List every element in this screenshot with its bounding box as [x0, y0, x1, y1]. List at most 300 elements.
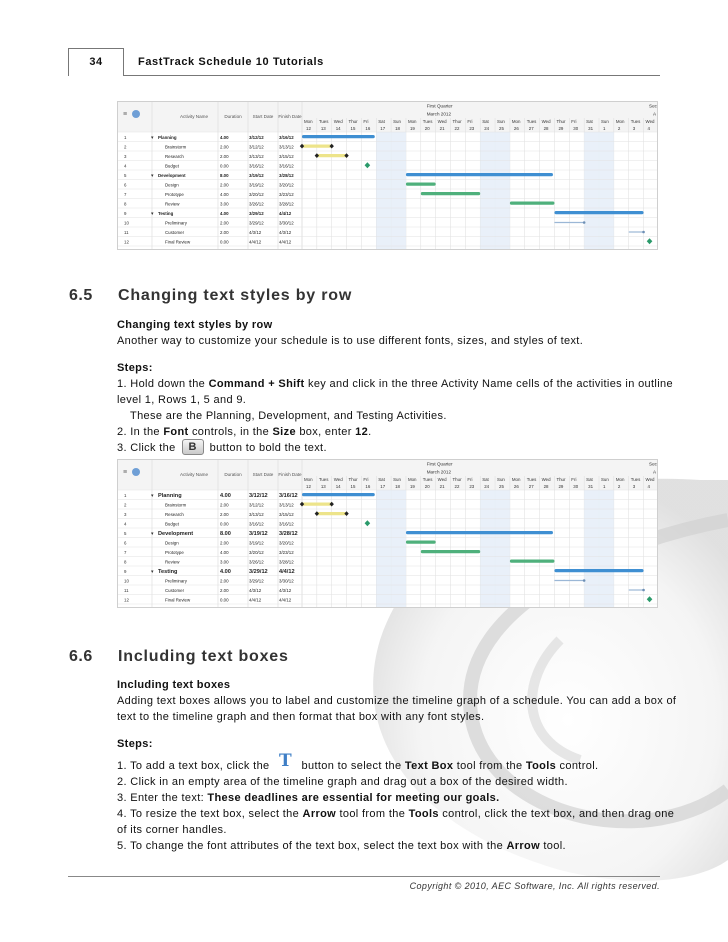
task-end-dot: [583, 221, 586, 224]
subheading: Including text boxes: [117, 679, 231, 691]
duration: 4.00: [220, 493, 231, 499]
duration: 2.00: [220, 540, 229, 546]
weekday-label: Mon: [615, 119, 625, 124]
start-date: 3/19/12: [249, 540, 264, 546]
row-number: 9: [124, 569, 127, 574]
day-label: 28: [543, 126, 549, 131]
collapse-triangle-icon: ▾: [151, 211, 154, 217]
steps-label: Steps:: [117, 362, 153, 374]
day-label: 12: [306, 484, 311, 489]
row-number: 12: [124, 597, 129, 603]
day-label: 25: [499, 126, 504, 131]
collapse-triangle-icon: ▾: [151, 135, 154, 141]
milestone-icon: [647, 596, 653, 602]
summary-bar: [554, 569, 643, 572]
finish-date: 4/4/12: [279, 211, 292, 216]
activity-name: Prototype: [165, 192, 184, 197]
task-bar: [317, 512, 347, 515]
day-label: 31: [588, 126, 594, 131]
start-date: 3/16/12: [249, 163, 264, 169]
weekday-label: Mon: [407, 119, 417, 124]
duration: 3.00: [220, 201, 229, 207]
finish-date: 3/20/12: [279, 540, 294, 546]
finish-date: 3/16/12: [279, 163, 294, 169]
activity-name: Preliminary: [165, 220, 187, 226]
row-number: 8: [124, 559, 127, 565]
duration: 4.00: [220, 569, 231, 575]
weekend-shade: [495, 132, 510, 250]
activity-name: Review: [165, 559, 180, 565]
start-date: 3/20/12: [249, 550, 264, 555]
day-label: 23: [469, 484, 475, 489]
weekday-label: Wed: [541, 477, 551, 482]
column-header: Activity Name: [179, 472, 209, 477]
weekday-label: Wed: [437, 477, 447, 482]
weekday-label: Sun: [601, 477, 609, 482]
weekday-label: Wed: [437, 119, 447, 124]
task-bar: [302, 145, 332, 148]
day-label: 4: [647, 126, 651, 131]
weekday-label: Sat: [378, 477, 385, 482]
summary-bar: [554, 211, 643, 214]
activity-name: Planning: [158, 135, 177, 140]
finish-date: 3/13/12: [279, 502, 294, 508]
duration: 2.00: [220, 154, 229, 159]
weekday-label: Sat: [378, 119, 385, 124]
milestone-icon: [647, 238, 653, 244]
row-number: 7: [124, 550, 127, 555]
weekday-label: Tues: [526, 119, 537, 124]
row-number: 5: [124, 173, 127, 178]
weekend-shade: [495, 490, 510, 608]
page-number: 34: [89, 56, 103, 68]
weekday-label: Sat: [482, 119, 489, 124]
day-label: 22: [454, 126, 460, 131]
diamond-end-icon: [344, 511, 348, 516]
weekday-label: Tues: [630, 477, 641, 482]
diamond-start-icon: [300, 144, 304, 149]
diamond-end-icon: [330, 144, 334, 149]
summary-bar: [302, 135, 375, 138]
step-1: 1. Hold down the Command + Shift key and click in the three Activity Name cells of the activities in outline level 1, Rows 1, 5 and 9.: [117, 378, 673, 406]
weekday-label: Thur: [452, 477, 462, 482]
month-next-label: A: [653, 111, 657, 117]
weekday-label: Fri: [467, 119, 473, 124]
finish-date: 3/13/12: [279, 144, 294, 150]
collapse-triangle-icon: ▾: [151, 569, 154, 575]
day-label: 1: [603, 484, 606, 489]
subheading: Changing text styles by row: [117, 319, 273, 331]
day-label: 17: [380, 126, 386, 131]
info-icon: [132, 110, 140, 118]
section-body: [117, 677, 677, 854]
weekday-label: Mon: [407, 477, 417, 482]
finish-date: 3/28/12: [279, 173, 294, 178]
task-bar: [510, 560, 555, 563]
duration: 0.00: [220, 597, 229, 603]
weekday-label: Sat: [586, 477, 593, 482]
start-date: 3/29/12: [249, 211, 264, 216]
weekday-label: Thur: [452, 119, 462, 124]
finish-date: 3/15/12: [279, 154, 294, 159]
start-date: 3/29/12: [249, 569, 268, 575]
start-date: 3/26/12: [249, 559, 264, 565]
day-label: 21: [439, 484, 445, 489]
day-label: 19: [409, 484, 415, 489]
finish-date: 3/16/12: [279, 521, 294, 527]
duration: 2.00: [220, 220, 229, 226]
row-number: 2: [124, 502, 127, 508]
step-1: 1. To add a text box, click the T button to select the Text Box tool from the Tools control.: [117, 751, 599, 772]
finish-date: 3/23/12: [279, 550, 294, 555]
finish-date: 3/30/12: [279, 578, 294, 584]
day-label: 3: [632, 126, 636, 131]
task-end-dot: [583, 579, 586, 582]
weekday-label: Fri: [467, 477, 473, 482]
start-date: 4/4/12: [249, 597, 262, 603]
weekday-label: Sat: [482, 477, 489, 482]
quarter-label: First Quarter: [426, 103, 453, 109]
step-3: 3. Click the B button to bold the text.: [117, 440, 327, 454]
duration: 0.00: [220, 163, 229, 169]
day-label: 23: [469, 126, 475, 131]
header-title: FastTrack Schedule 10 Tutorials: [138, 56, 324, 68]
day-label: 15: [350, 126, 356, 131]
gantt-screenshot-plain: [117, 101, 658, 250]
start-date: 3/19/12: [249, 173, 264, 178]
finish-date: 3/23/12: [279, 192, 294, 197]
day-label: 30: [573, 484, 579, 489]
column-header: Finish Date: [278, 472, 302, 477]
row-number: 1: [124, 493, 127, 498]
diamond-end-icon: [344, 153, 348, 158]
activity-name: Prototype: [165, 550, 184, 555]
diamond-start-icon: [300, 502, 304, 507]
activity-name: Brainstorm: [165, 502, 187, 508]
day-label: 22: [454, 484, 460, 489]
weekday-label: Wed: [645, 477, 655, 482]
footer-rule: [68, 876, 660, 877]
duration: 2.00: [220, 230, 229, 235]
weekday-label: Tues: [318, 477, 329, 482]
duration: 2.00: [220, 512, 229, 517]
weekday-label: Tues: [318, 119, 329, 124]
day-label: 24: [484, 126, 490, 131]
column-header: Finish Date: [278, 114, 302, 119]
day-label: 16: [365, 484, 371, 489]
day-label: 28: [543, 484, 549, 489]
weekday-label: Sun: [497, 119, 505, 124]
outline-icon: ≡: [123, 469, 128, 476]
activity-name: Customer: [165, 588, 185, 593]
row-number: 7: [124, 192, 127, 197]
weekday-label: Fri: [571, 477, 577, 482]
section-title: Including text boxes: [118, 648, 289, 665]
weekend-shade: [391, 490, 406, 608]
day-label: 14: [335, 126, 341, 131]
weekend-shade: [584, 132, 599, 250]
start-date: 3/13/12: [249, 154, 264, 159]
weekday-label: Thur: [556, 119, 566, 124]
duration: 3.00: [220, 559, 229, 565]
section-body: [117, 317, 677, 456]
row-number: 5: [124, 531, 127, 536]
finish-date: 4/4/12: [279, 239, 292, 245]
weekday-label: Mon: [304, 119, 313, 124]
weekday-label: Wed: [541, 119, 551, 124]
weekday-label: Sun: [393, 119, 401, 124]
section-title: Changing text styles by row: [118, 287, 353, 304]
weekday-label: Mon: [511, 477, 521, 482]
weekend-shade: [376, 132, 391, 250]
month-label: March 2012: [426, 469, 452, 475]
row-number: 8: [124, 201, 127, 207]
row-number: 6: [124, 540, 127, 546]
step-2: 2. Click in an empty area of the timeline graph and drag out a box of the desired width.: [117, 776, 568, 788]
task-bar: [510, 202, 555, 205]
duration: 4.00: [220, 550, 229, 555]
day-label: 20: [424, 484, 430, 489]
duration: 4.00: [220, 211, 229, 216]
start-date: 3/12/12: [249, 135, 264, 140]
task-bar: [421, 192, 480, 195]
finish-date: 3/30/12: [279, 220, 294, 226]
quarter-label: First Quarter: [426, 461, 453, 467]
weekday-label: Tues: [422, 119, 433, 124]
intro-text: Another way to customize your schedule is to use different fonts, sizes, and styles of text.: [117, 335, 584, 347]
gantt-svg: [118, 102, 658, 250]
weekday-label: Mon: [511, 119, 521, 124]
weekday-label: Thur: [556, 477, 566, 482]
activity-name: Preliminary: [165, 578, 187, 584]
weekday-label: Wed: [333, 119, 343, 124]
finish-date: 4/4/12: [279, 569, 295, 575]
activity-name: Review: [165, 201, 180, 207]
section-number: 6.5: [69, 287, 93, 304]
finish-date: 3/28/12: [279, 201, 294, 207]
finish-date: 3/15/12: [279, 512, 294, 517]
weekday-label: Thur: [348, 477, 358, 482]
weekday-label: Wed: [333, 477, 343, 482]
start-date: 3/19/12: [249, 531, 268, 537]
footer-copyright: Copyright © 2010, AEC Software, Inc. All rights reserved.: [409, 881, 660, 891]
milestone-icon: [365, 162, 371, 168]
duration: 2.00: [220, 578, 229, 584]
day-label: 29: [558, 484, 564, 489]
weekday-label: Sun: [497, 477, 505, 482]
start-date: 3/19/12: [249, 182, 264, 188]
row-number: 9: [124, 211, 127, 216]
finish-date: 3/20/12: [279, 182, 294, 188]
start-date: 3/20/12: [249, 192, 264, 197]
collapse-triangle-icon: ▾: [151, 531, 154, 537]
start-date: 3/12/12: [249, 144, 264, 150]
day-label: 20: [424, 126, 430, 131]
duration: 2.00: [220, 182, 229, 188]
task-bar: [421, 550, 480, 553]
weekday-label: Fri: [571, 119, 577, 124]
start-date: 3/12/12: [249, 502, 264, 508]
step-4: 4. To resize the text box, select the Arrow tool from the Tools control, click the text box, and then drag one of its corner handles.: [117, 808, 675, 836]
diamond-start-icon: [315, 511, 319, 516]
day-label: 15: [350, 484, 356, 489]
activity-name: Customer: [165, 230, 185, 235]
column-header: Start Date: [252, 472, 274, 477]
page-header: [68, 48, 660, 76]
weekend-shade: [480, 132, 495, 250]
weekend-shade: [391, 132, 406, 250]
finish-date: 4/3/12: [279, 588, 292, 593]
day-label: 17: [380, 484, 386, 489]
duration: 2.00: [220, 502, 229, 508]
step-2: 2. In the Font controls, in the Size box, enter 12.: [117, 426, 372, 438]
task-bar: [406, 541, 436, 544]
step-3: 3. Enter the text: These deadlines are essential for meeting our goals.: [117, 792, 500, 804]
bold-button-icon[interactable]: B: [182, 439, 204, 455]
activity-name: Brainstorm: [165, 144, 187, 150]
row-number: 12: [124, 239, 129, 245]
task-bar: [406, 183, 436, 186]
activity-name: Design: [165, 182, 179, 188]
weekend-shade: [599, 490, 614, 608]
diamond-start-icon: [315, 153, 319, 158]
activity-name: Design: [165, 540, 179, 546]
activity-name: Testing: [158, 211, 174, 216]
activity-name: Planning: [158, 493, 182, 499]
task-bar: [317, 154, 347, 157]
weekday-label: Tues: [526, 477, 537, 482]
start-date: 3/13/12: [249, 512, 264, 517]
milestone-icon: [365, 520, 371, 526]
duration: 0.00: [220, 239, 229, 245]
info-icon: [132, 468, 140, 476]
column-header: Duration: [224, 472, 242, 477]
collapse-triangle-icon: ▾: [151, 173, 154, 179]
day-label: 30: [573, 126, 579, 131]
step-1-note: These are the Planning, Development, and Testing Activities.: [130, 410, 447, 422]
weekday-label: Tues: [422, 477, 433, 482]
row-number: 1: [124, 135, 127, 140]
activity-name: Research: [165, 512, 184, 517]
day-label: 26: [513, 484, 519, 489]
weekend-shade: [599, 132, 614, 250]
day-label: 27: [528, 126, 534, 131]
duration: 8.00: [220, 173, 229, 178]
day-label: 3: [632, 484, 636, 489]
weekday-label: Mon: [304, 477, 313, 482]
start-date: 4/4/12: [249, 239, 262, 245]
activity-name: Development: [158, 173, 186, 178]
start-date: 3/29/12: [249, 578, 264, 584]
day-label: 16: [365, 126, 371, 131]
step-5: 5. To change the font attributes of the text box, select the text box with the Arrow tool.: [117, 840, 566, 852]
text-box-tool-icon[interactable]: T: [276, 752, 296, 772]
task-bar: [302, 503, 332, 506]
finish-date: 4/3/12: [279, 230, 292, 235]
day-label: 27: [528, 484, 534, 489]
day-label: 31: [588, 484, 594, 489]
row-number: 3: [124, 512, 127, 517]
finish-date: 3/16/12: [279, 135, 294, 140]
finish-date: 3/16/12: [279, 493, 298, 499]
activity-name: Development: [158, 531, 194, 537]
column-header: Activity Name: [179, 114, 209, 119]
row-number: 3: [124, 154, 127, 159]
outline-icon: ≡: [123, 111, 128, 118]
start-date: 3/16/12: [249, 521, 264, 527]
weekday-label: Thur: [348, 119, 358, 124]
start-date: 3/26/12: [249, 201, 264, 207]
intro-text: Adding text boxes allows you to label and customize the timeline graph of a schedule. You can add a box of text to the timeline graph and then format that box with any font styles.: [117, 695, 677, 723]
header-rule: [124, 75, 660, 76]
gantt-screenshot-bold: [117, 459, 658, 608]
start-date: 3/29/12: [249, 220, 264, 226]
weekday-label: Mon: [615, 477, 625, 482]
month-label: March 2012: [426, 111, 452, 117]
month-next-label: A: [653, 469, 657, 475]
gantt-svg: [118, 460, 658, 608]
start-date: 4/3/12: [249, 230, 262, 235]
steps-label: Steps:: [117, 738, 153, 750]
weekday-label: Wed: [645, 119, 655, 124]
activity-name: Research: [165, 154, 184, 159]
weekday-label: Fri: [363, 119, 369, 124]
row-number: 4: [124, 163, 127, 169]
weekday-label: Sun: [393, 477, 401, 482]
row-number: 11: [124, 588, 129, 593]
day-label: 21: [439, 126, 445, 131]
weekday-label: Sun: [601, 119, 609, 124]
activity-name: Budget: [165, 521, 179, 527]
column-header: Start Date: [252, 114, 274, 119]
task-end-dot: [642, 589, 645, 592]
duration: 0.00: [220, 521, 229, 527]
summary-bar: [406, 173, 553, 176]
row-number: 6: [124, 182, 127, 188]
activity-name: Final Review: [165, 597, 191, 603]
weekend-shade: [480, 490, 495, 608]
start-date: 3/12/12: [249, 493, 268, 499]
day-label: 13: [320, 484, 326, 489]
day-label: 18: [395, 484, 400, 489]
row-number: 10: [124, 220, 129, 226]
duration: 2.00: [220, 588, 229, 593]
quarter-next-label: Sec: [649, 461, 657, 467]
weekday-label: Sat: [586, 119, 593, 124]
row-number: 4: [124, 521, 127, 527]
day-label: 24: [484, 484, 490, 489]
weekday-label: Fri: [363, 477, 369, 482]
activity-name: Final Review: [165, 239, 191, 245]
summary-bar: [302, 493, 375, 496]
day-label: 1: [603, 126, 606, 131]
weekend-shade: [584, 490, 599, 608]
day-label: 13: [320, 126, 326, 131]
day-label: 4: [647, 484, 651, 489]
day-label: 29: [558, 126, 564, 131]
diamond-end-icon: [330, 502, 334, 507]
row-number: 11: [124, 230, 129, 235]
row-number: 10: [124, 578, 129, 584]
day-label: 14: [335, 484, 341, 489]
activity-name: Testing: [158, 569, 178, 575]
day-label: 25: [499, 484, 504, 489]
weekday-label: Tues: [630, 119, 641, 124]
finish-date: 4/4/12: [279, 597, 292, 603]
weekend-shade: [376, 490, 391, 608]
duration: 8.00: [220, 531, 231, 537]
column-header: Duration: [224, 114, 242, 119]
